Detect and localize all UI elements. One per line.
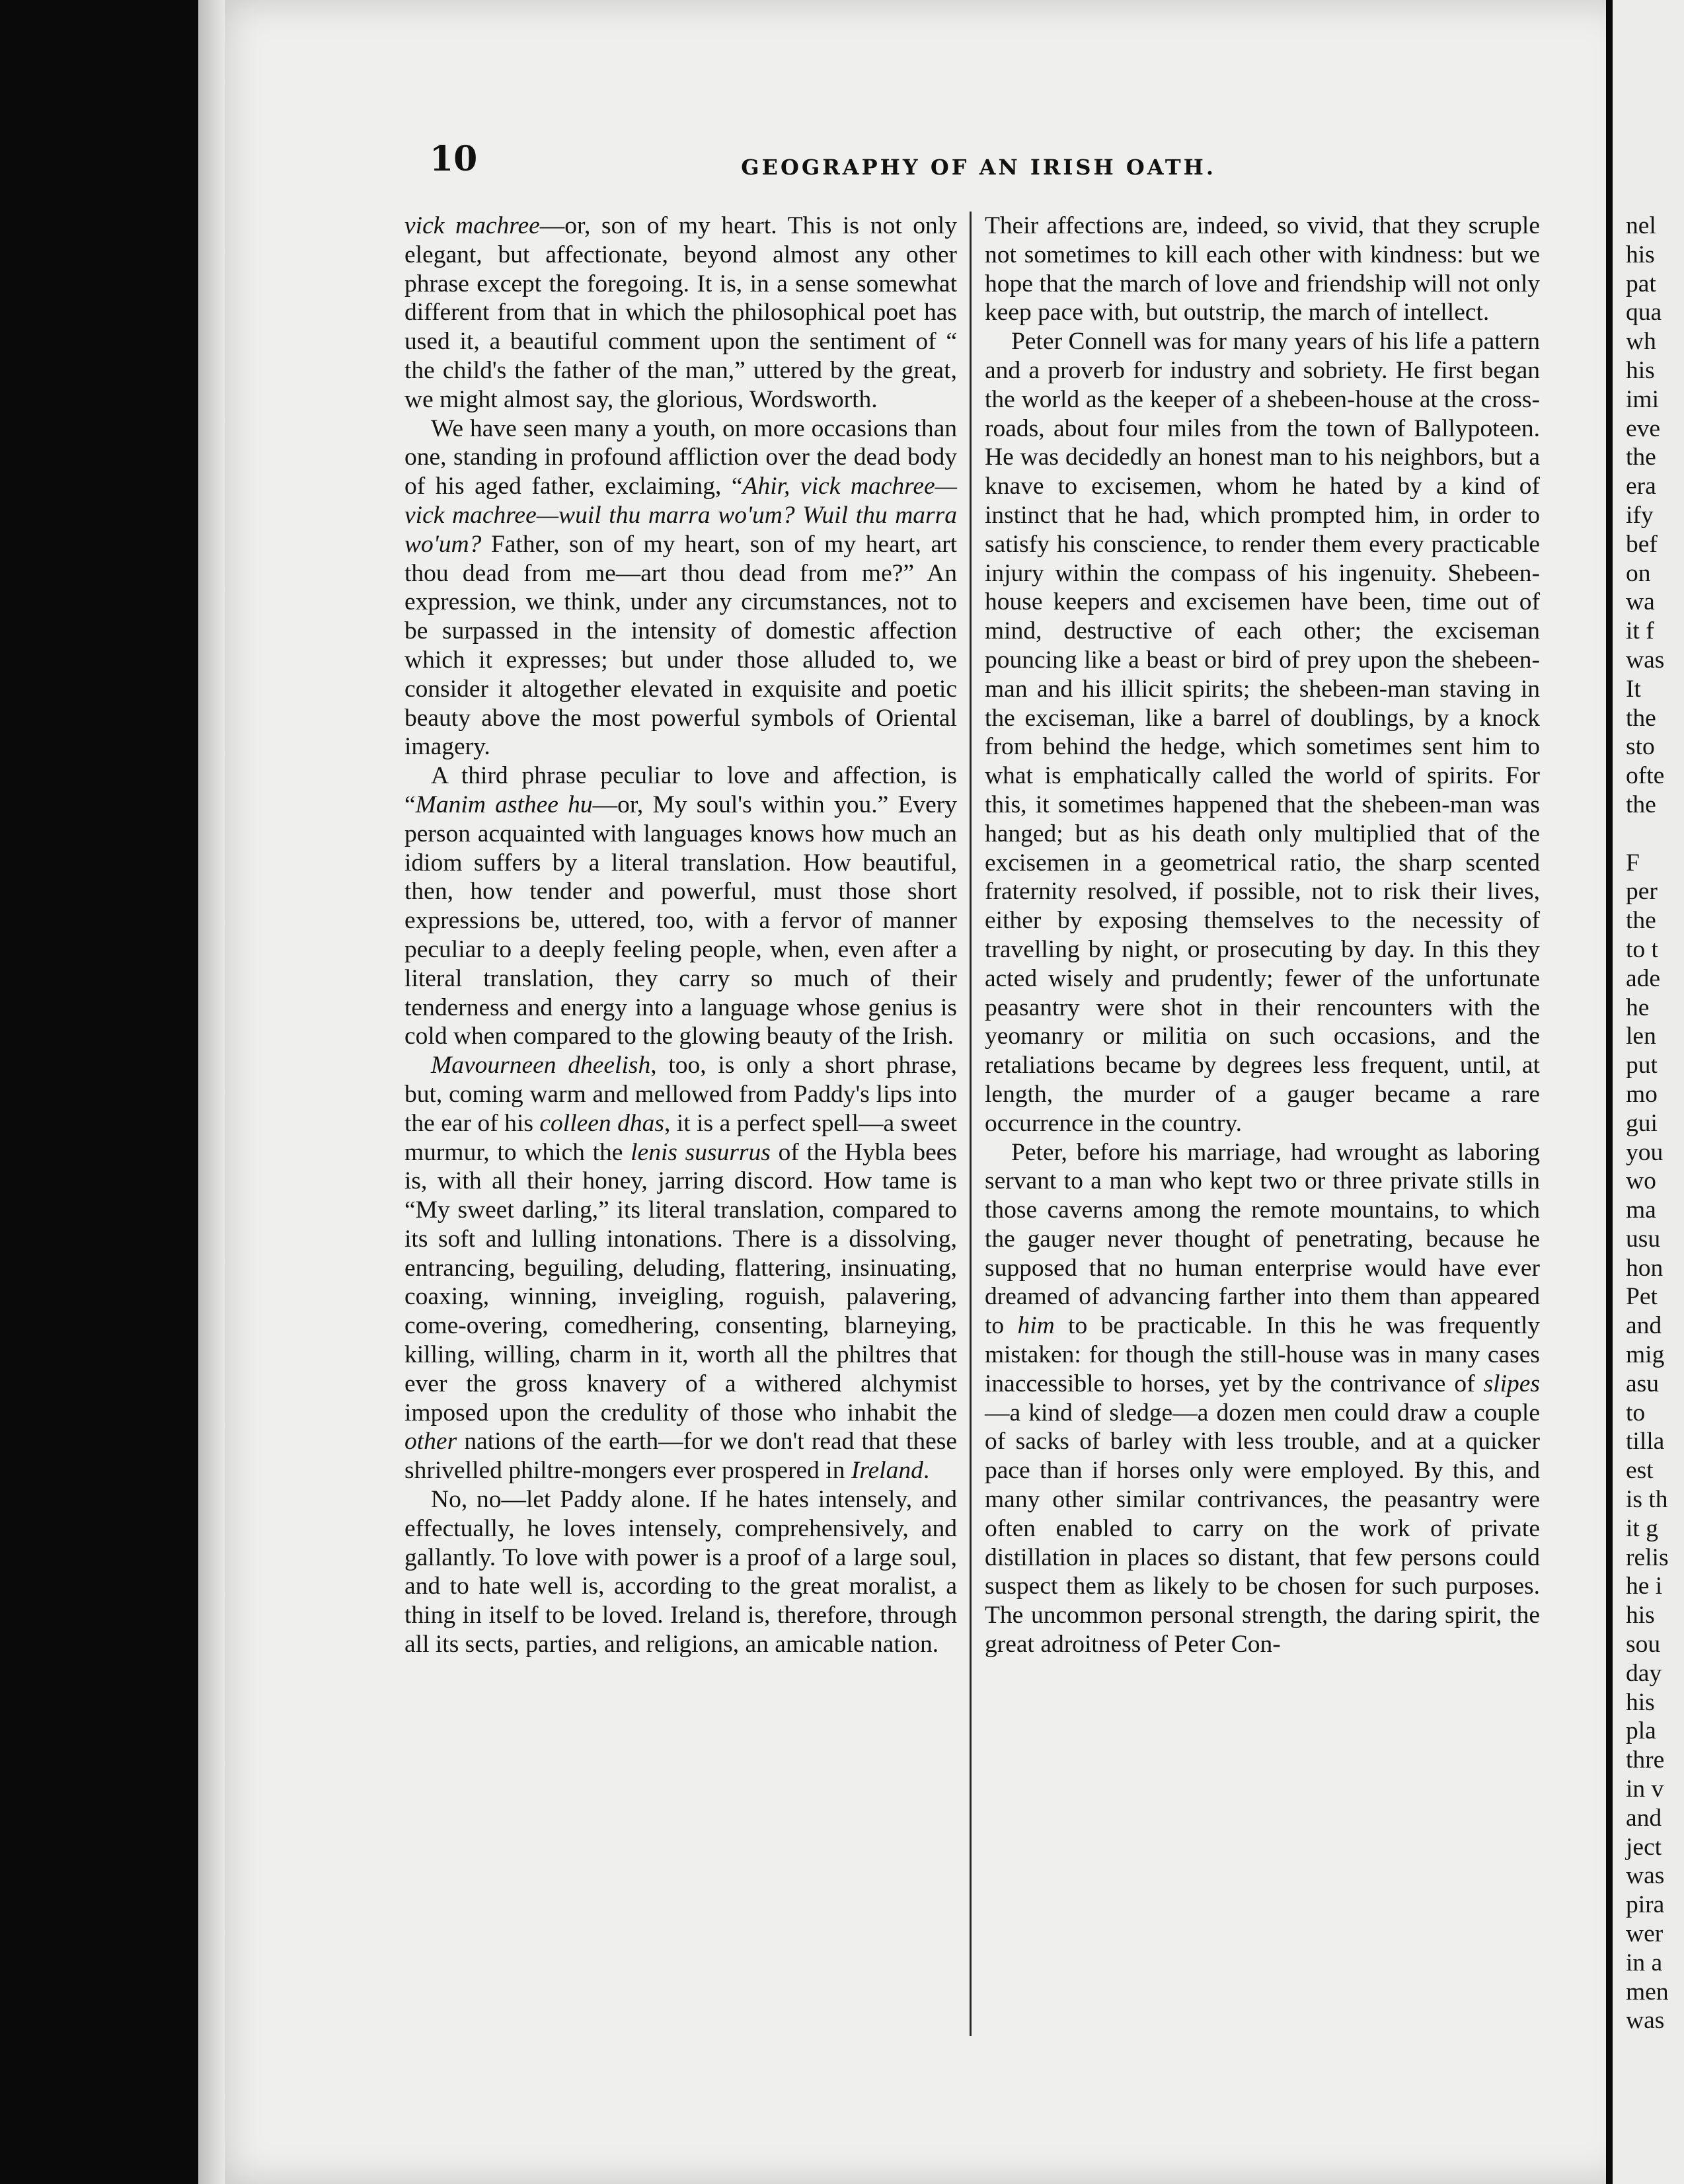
facing-page-fragment: it f [1626, 617, 1654, 645]
paragraph: Peter, before his marriage, had wrought as laboring servant to a man who kept two or three private stills in those caverns among the remote mountains, to which the gauger never thought of penetrating, because he supposed that no human enterprise would have ever dreamed of advancing farther into them than appeared to him to be practicable. In this he was frequently mistaken: for though the still-house was in many cases inaccessible to horses, yet by the contrivance of slipes—a kind of sledge—a dozen men could draw a couple of sacks of barley with less trouble, and at a quicker pace than if horses only were employed. By this, and many other similar contrivances, the peasantry were often enabled to carry on the work of private distillation in places so distant, that few persons could suspect them as likely to be chosen for such purposes. The uncommon personal strength, the daring spirit, the great adroitness of Peter Con- [985, 1138, 1540, 1658]
facing-page-fragment [1626, 820, 1684, 849]
facing-page-fragment: he i [1626, 1573, 1663, 1600]
facing-page-fragment: qua [1626, 299, 1662, 327]
paragraph: Mavourneen dheelish, too, is only a short phrase, but, coming warm and mellowed from Paddy's lips into the ear of his colleen dhas, it is a perfect spell—a sweet murmur, to which the lenis susurrus of the Hybla bees is, with all their honey, jarring discord. How tame is “My sweet darling,” its literal translation, compared to its soft and lulling intonations. There is a dissolving, entrancing, beguiling, deluding, flattering, insinuating, coaxing, winning, inveigling, roguish, palavering, come-overing, comedhering, consenting, blarneying, killing, willing, charm in it, worth all the philtres that ever the gross knavery of a withered alchymist imposed upon the credulity of those who inhabit the other nations of the earth—for we don't read that these shrivelled philtre-mongers ever prospered in Ireland. [404, 1052, 958, 1485]
page-number: 10 [430, 139, 478, 179]
left-column [404, 212, 957, 1659]
facing-page-fragment: put [1626, 1052, 1658, 1079]
facing-page-fragment: wo [1626, 1167, 1656, 1195]
facing-page-fragment: in a [1626, 1949, 1663, 1976]
emphasis: him [1017, 1312, 1055, 1340]
facing-page-fragment: len [1626, 1023, 1656, 1050]
facing-page-fragment: It [1626, 675, 1641, 703]
facing-page-fragment: relis [1626, 1543, 1669, 1571]
facing-page-fragment: ade [1626, 964, 1661, 992]
facing-page-fragment: wa [1626, 588, 1655, 616]
facing-page-fragment: was [1626, 646, 1665, 674]
facing-page-fragment: Pet [1626, 1283, 1658, 1311]
facing-page-fragment: his [1626, 241, 1655, 268]
facing-page-fragment: sou [1626, 1631, 1661, 1658]
running-head: GEOGRAPHY OF AN IRISH OATH. [741, 155, 1216, 180]
facing-page-fragment: ify [1626, 501, 1654, 529]
paragraph: Peter Connell was for many years of his life a pattern and a proverb for industry and sobriety. He first began the world as the keeper of a shebeen-house at the cross-roads, about four miles from the town of Ballypoteen. He was decidedly an honest man to his neighbors, but a knave to excisemen, whom he hated by a kind of instinct that he had, which prompted him, in order to satisfy his conscience, to render them every practicable injury within the compass of his ingenuity. Shebeen-house keepers and excisemen have been, time out of mind, destructive of each other; the exciseman pouncing like a beast or bird of prey upon the shebeen-man and his illicit spirits; the shebeen-man staving in the exciseman, like a barrel of doublings, by a knock from behind the hedge, which sometimes sent him to what is emphatically called the world of spirits. For this, it sometimes happened that the shebeen-man was hanged; but as his death only multiplied that of the excisemen in a geometrical ratio, the sharp scented fraternity resolved, if possible, not to risk their lives, either by exposing themselves to the necessity of travelling by night, or prosecuting by day. In this they acted wisely and prudently; fewer of the unfortunate peasantry were shot in their rencounters with the yeomanry or militia on such occasions, and the retaliations became by degrees less frequent, until, at length, the murder of a gauger became a rare occurrence in the country. [985, 328, 1540, 1137]
facing-page-fragment: day [1626, 1659, 1662, 1687]
facing-page-fragment: pla [1626, 1717, 1656, 1745]
facing-page-fragment: and [1626, 1312, 1662, 1340]
facing-page-fragment: F [1626, 849, 1640, 877]
facing-page-fragment: mig [1626, 1341, 1665, 1369]
paragraph: Their affections are, indeed, so vivid, that they scruple not sometimes to kill each other with kindness: but we hope that the march of love and friendship will not only keep pace with, but outstrip, the march of intellect. [985, 212, 1540, 327]
emphasis: other [404, 1428, 457, 1456]
facing-page-fragment: it g [1626, 1514, 1658, 1542]
irish-phrase: Manim asthee hu [415, 791, 593, 818]
facing-page-fragment: est [1626, 1457, 1654, 1485]
facing-page-fragment: imi [1626, 385, 1660, 413]
page-header [430, 139, 1216, 192]
facing-page-fragment: wer [1626, 1920, 1664, 1948]
facing-page-fragment: the [1626, 907, 1656, 935]
facing-page-fragment: sto [1626, 733, 1655, 761]
facing-page-fragment: his [1626, 1688, 1655, 1716]
facing-page-fragment: the [1626, 444, 1656, 471]
facing-page-fragment: bef [1626, 530, 1658, 558]
facing-page-fragment: his [1626, 1602, 1655, 1629]
page-gutter-shadow [198, 0, 225, 2184]
facing-page-fragment: pira [1626, 1891, 1665, 1919]
facing-page-fragment: was [1626, 2007, 1665, 2035]
emphasis: slipes [1483, 1370, 1540, 1397]
paragraph: A third phrase peculiar to love and affection, is “Manim asthee hu—or, My soul's within you.” Every person acquainted with languages knows how much an idiom suffers by a literal translation. How beautiful, then, how tender and powerful, must those short expressions be, uttered, too, with a fervor of manner peculiar to a deeply feeling people, when, even after a literal translation, they carry so much of their tenderness and energy into a language whose genius is cold when compared to the glowing beauty of the Irish. [404, 762, 957, 1050]
facing-page-fragment: pat [1626, 270, 1656, 297]
facing-page-fragment: the [1626, 791, 1656, 818]
facing-page-fragment: is th [1626, 1486, 1668, 1514]
facing-page-fragment: tilla [1626, 1428, 1665, 1456]
paragraph: vick machree—or, son of my heart. This is not only elegant, but affectionate, beyond almost any other phrase except the foregoing. It is, in a sense somewhat different from that in which the philosophical poet has used it, a beautiful comment upon the sentiment of “ the child's the father of the man,” uttered by the great, we might almost say, the glorious, Wordsworth. [404, 212, 957, 413]
facing-page-fragment: ofte [1626, 762, 1665, 790]
paragraph: No, no—let Paddy alone. If he hates intensely, and effectually, he loves intensely, comprehensively, and gallantly. To love with power is a proof of a large soul, and to hate well is, according to the great moralist, a thing in itself to be loved. Ireland is, therefore, through all its sects, parties, and religions, an amicable nation. [404, 1486, 957, 1658]
facing-page-fragment: era [1626, 473, 1656, 500]
facing-page-fragment: his [1626, 356, 1655, 384]
facing-page-fragment: mo [1626, 1080, 1658, 1108]
facing-page-fragment: on [1626, 559, 1651, 587]
facing-page-fragment: gui [1626, 1109, 1658, 1137]
irish-phrase: vick machree [404, 212, 540, 239]
right-column [985, 212, 1540, 1659]
irish-phrase: Ahir, vick machree—vick machree—wuil thu marra wo'um? Wuil thu marra wo'um? [404, 473, 957, 558]
facing-page-fragment: and [1626, 1804, 1662, 1832]
irish-phrase: colleen dhas [539, 1109, 664, 1137]
facing-page-fragment: asu [1626, 1370, 1659, 1397]
paragraph: We have seen many a youth, on more occasions than one, standing in profound affliction over the dead body of his aged father, exclaiming, “Ahir, vick machree—vick machree—wuil thu marra wo'um? Wuil thu marra wo'um? Father, son of my heart, son of my heart, art thou dead from me—art thou dead from me?” An expression, we think, under any circumstances, not to be surpassed in the intensity of domestic affection which it expresses; but under those alluded to, we consider it altogether elevated in exquisite and poetic beauty above the most powerful symbols of Oriental imagery. [404, 414, 957, 761]
emphasis: Ireland [851, 1457, 923, 1485]
facing-page-fragment: was [1626, 1862, 1665, 1890]
facing-page-fragment: in v [1626, 1775, 1664, 1803]
facing-page-fragment: thre [1626, 1746, 1665, 1774]
facing-page-fragment: wh [1626, 328, 1656, 356]
facing-page-fragment: per [1626, 878, 1658, 906]
facing-page-fragment: ject [1626, 1833, 1662, 1861]
facing-page-fragment: he [1626, 994, 1650, 1021]
facing-page-fragment: to [1626, 1399, 1646, 1426]
facing-page-fragment: the [1626, 704, 1656, 732]
facing-page-text [1626, 212, 1684, 2035]
facing-page-fragment: ma [1626, 1196, 1656, 1224]
column-divider [970, 212, 972, 2036]
facing-page-fragment: nel [1626, 212, 1656, 239]
irish-phrase: Mavourneen dheelish [431, 1052, 651, 1079]
facing-page-fragment: you [1626, 1138, 1664, 1166]
latin-phrase: lenis susurrus [631, 1138, 771, 1166]
facing-page-fragment: hon [1626, 1254, 1664, 1282]
facing-page-fragment: men [1626, 1978, 1669, 2006]
facing-page-fragment: to t [1626, 935, 1658, 963]
facing-page-fragment: usu [1626, 1225, 1661, 1253]
facing-page-fragment: eve [1626, 414, 1661, 442]
